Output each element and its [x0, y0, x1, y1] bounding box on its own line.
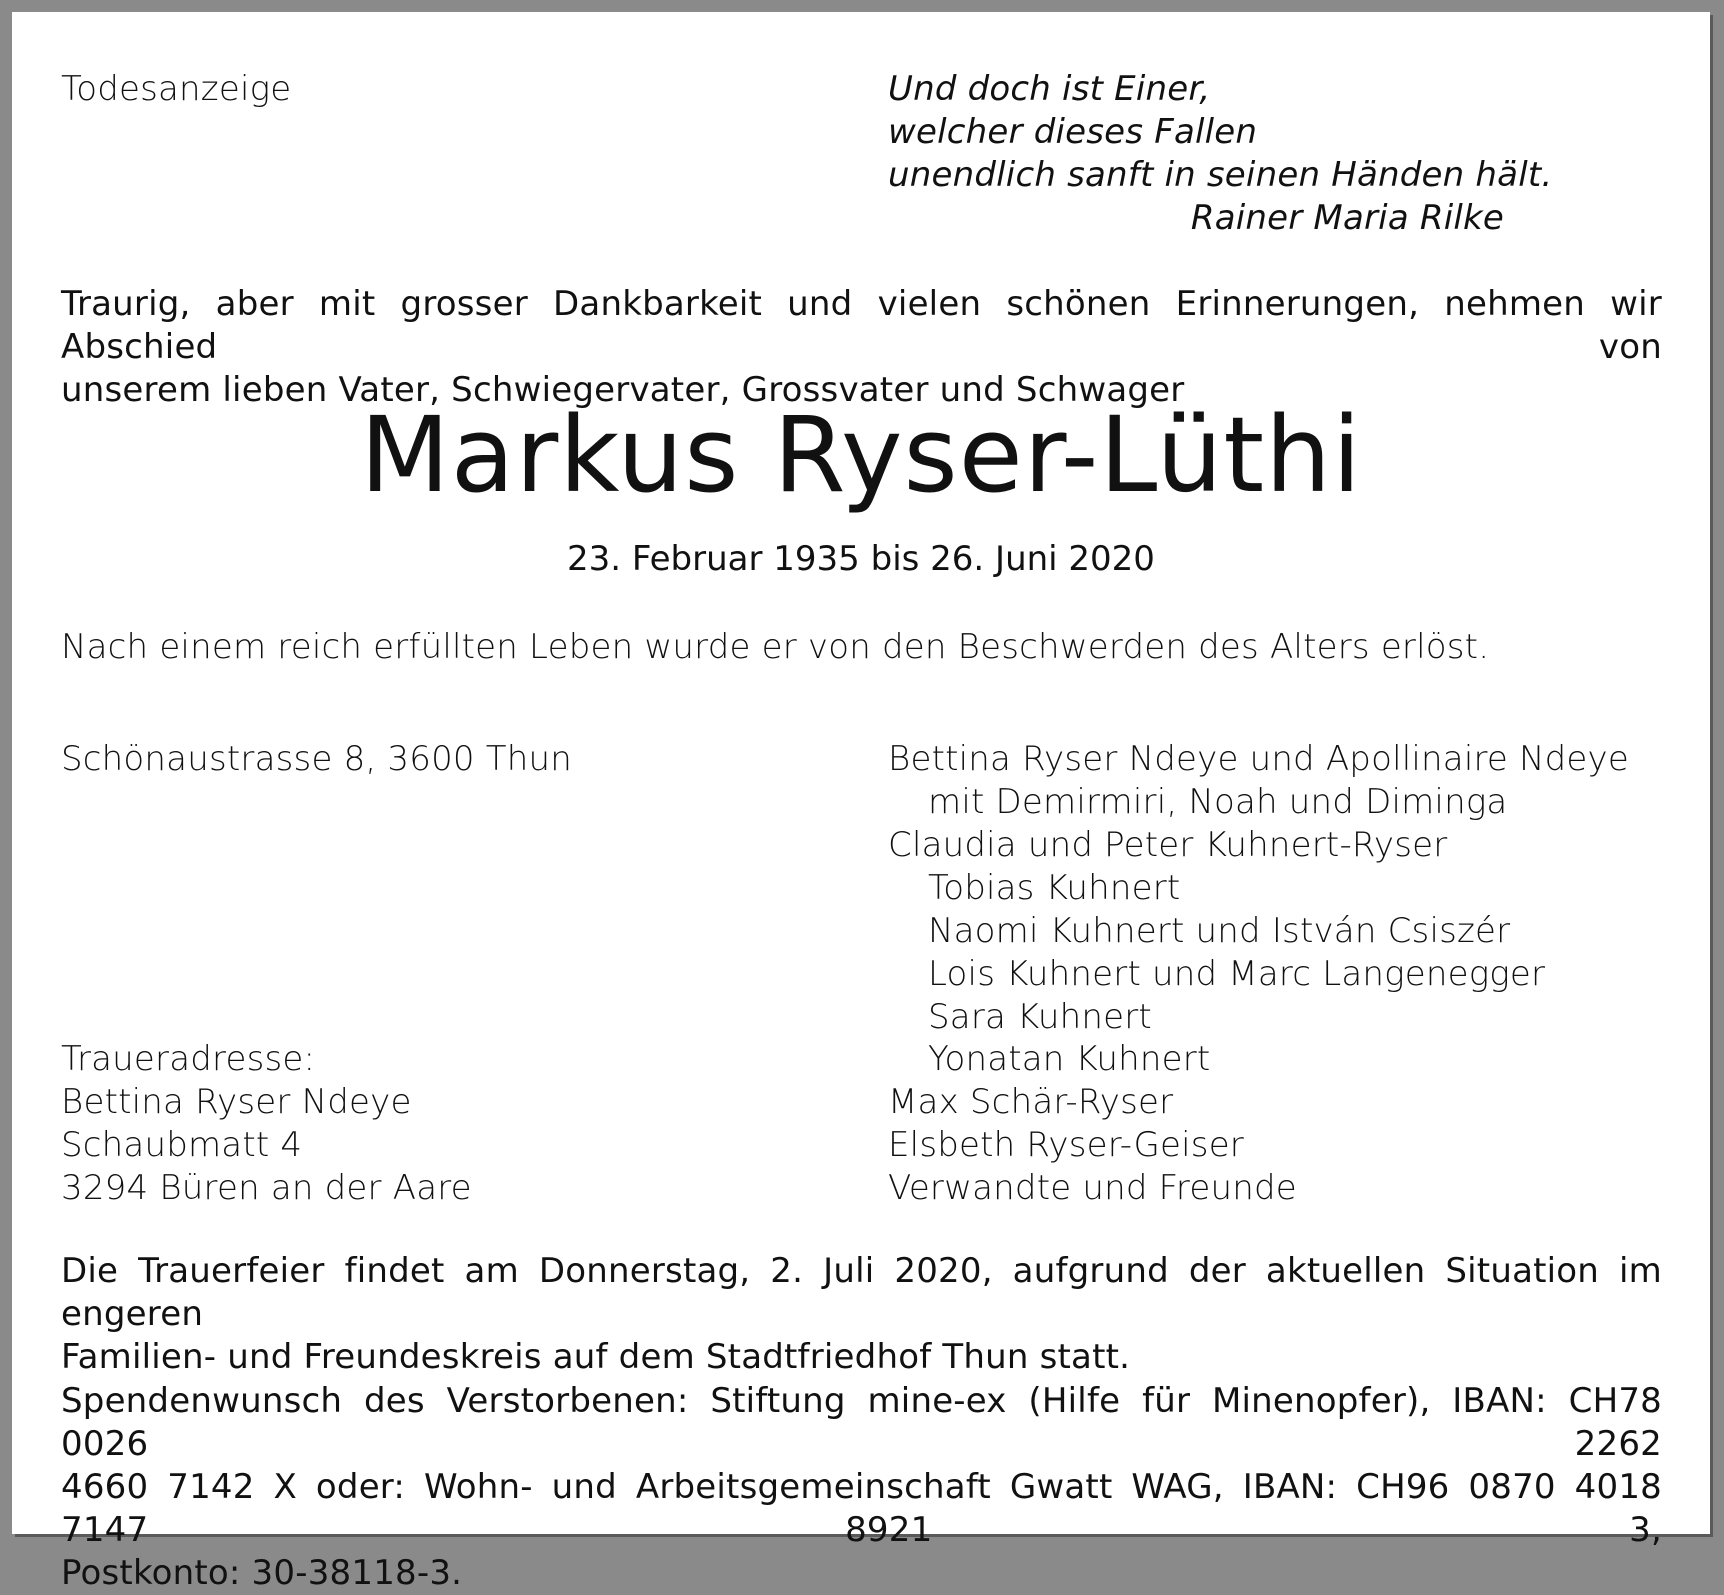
mourner-entry: Sara Kuhnert: [928, 997, 1152, 1037]
donation-line: Spendenwunsch des Verstorbenen: Stiftung mine-ex (Hilfe für Minenopfer), IBAN: CH78 0026 2262: [61, 1381, 1662, 1464]
obituary-notice: [12, 12, 1710, 1593]
mourner-entry: Lois Kuhnert und Marc Langenegger: [928, 954, 1546, 994]
home-address: Schönaustrasse 8, 3600 Thun: [61, 739, 572, 779]
deceased-name: Markus Ryser-Lüthi: [360, 394, 1362, 516]
mourner-entry: Verwandte und Freunde: [888, 1168, 1297, 1208]
mourning-address-street: Schaubmatt 4: [61, 1125, 303, 1165]
mourning-address-label: Traueradresse:: [61, 1039, 316, 1079]
mourner-entry: Naomi Kuhnert und István Csiszér: [928, 911, 1511, 951]
statement-text: Nach einem reich erfüllten Leben wurde er von den Beschwerden des Alters erlöst.: [61, 627, 1490, 667]
mourner-entry: Claudia und Peter Kuhnert-Ryser: [888, 825, 1448, 865]
mourner-entry: Tobias Kuhnert: [928, 868, 1181, 908]
quote-line: unendlich sanft in seinen Händen hält.: [888, 155, 1553, 195]
mourner-entry: Elsbeth Ryser-Geiser: [888, 1125, 1244, 1165]
mourner-entry: Bettina Ryser Ndeye und Apollinaire Ndeye: [888, 739, 1629, 779]
intro-line: Traurig, aber mit grosser Dankbarkeit und vielen schönen Erinnerungen, nehmen wir Abschied von: [61, 284, 1662, 367]
ceremony-line: Familien- und Freundeskreis auf dem Stadtfriedhof Thun statt.: [61, 1337, 1131, 1377]
intro-paragraph: [61, 283, 1662, 412]
mourning-address-city: 3294 Büren an der Aare: [61, 1168, 472, 1208]
ceremony-line: Die Trauerfeier findet am Donnerstag, 2. Juli 2020, aufgrund der aktuellen Situation im engeren: [61, 1251, 1662, 1334]
donation-line: 4660 7142 X oder: Wohn- und Arbeitsgemeinschaft Gwatt WAG, IBAN: CH96 0870 4018 7147 8921 3,: [61, 1467, 1662, 1550]
mourner-entry: Yonatan Kuhnert: [928, 1039, 1211, 1079]
quote-line: Und doch ist Einer,: [888, 69, 1211, 109]
intro-line: unserem lieben Vater, Schwiegervater, Grossvater und Schwager: [61, 370, 1185, 410]
donation-paragraph: [61, 1380, 1662, 1595]
mourner-entry: Max Schär-Ryser: [888, 1082, 1174, 1122]
ceremony-paragraph: [61, 1250, 1662, 1379]
donation-line: Postkonto: 30-38118-3.: [61, 1553, 463, 1593]
notice-label: Todesanzeige: [61, 69, 292, 109]
quote-line: welcher dieses Fallen: [888, 112, 1258, 152]
mourning-address-name: Bettina Ryser Ndeye: [61, 1082, 412, 1122]
life-dates: 23. Februar 1935 bis 26. Juni 2020: [567, 539, 1155, 579]
quote-author: Rainer Maria Rilke: [1190, 198, 1504, 238]
mourner-entry: mit Demirmiri, Noah und Diminga: [928, 782, 1508, 822]
